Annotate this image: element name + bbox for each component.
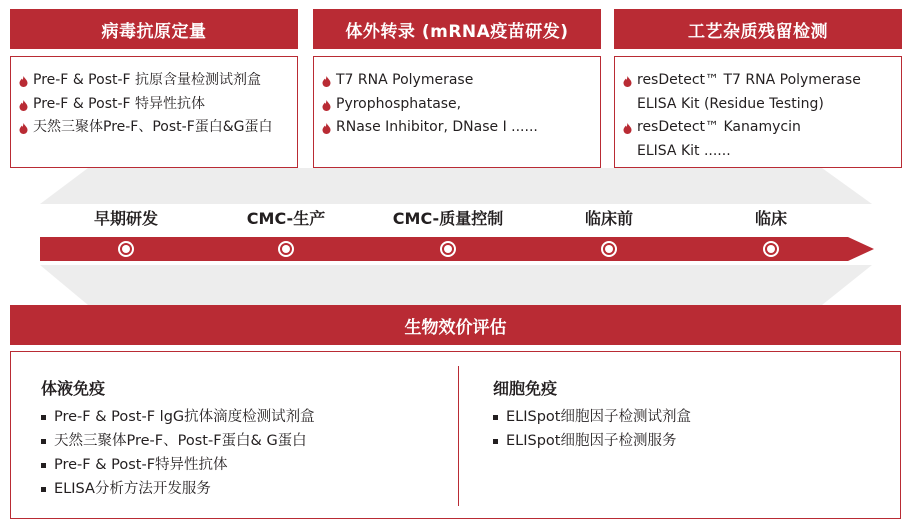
item-text: T7 RNA Polymerase bbox=[336, 72, 474, 88]
item-text: ELISA分析方法开发服务 bbox=[54, 481, 211, 497]
header-impurity: 工艺杂质残留检测 bbox=[614, 9, 902, 49]
box-impurity bbox=[614, 56, 902, 168]
box-ivt bbox=[313, 56, 601, 168]
list-item bbox=[322, 69, 592, 93]
bullet-icon bbox=[41, 463, 46, 468]
item-text: 天然三聚体Pre-F、Post-F蛋白&G蛋白 bbox=[33, 119, 273, 135]
bullet-icon bbox=[41, 439, 46, 444]
item-text: ELISpot细胞因子检测服务 bbox=[506, 433, 677, 449]
item-text: 天然三聚体Pre-F、Post-F蛋白& G蛋白 bbox=[54, 433, 307, 449]
funnel-top bbox=[0, 168, 912, 204]
flame-icon bbox=[19, 100, 28, 111]
stage-label-preclinical: 临床前 bbox=[584, 209, 633, 228]
item-text: Pre-F & Post-F lgG抗体滴度检测试剂盒 bbox=[54, 409, 315, 425]
timeline-dot-preclinical bbox=[601, 241, 617, 257]
list-item bbox=[623, 69, 893, 116]
flame-icon bbox=[322, 100, 331, 111]
list-item bbox=[41, 429, 315, 453]
cellular-immunity-list bbox=[493, 405, 691, 453]
cellular-immunity-title: 细胞免疫 bbox=[493, 379, 558, 398]
item-text: Pyrophosphatase, bbox=[336, 95, 462, 112]
item-text: resDetect™ T7 RNA Polymerase ELISA Kit (Residue Testing) bbox=[637, 72, 861, 112]
flame-icon bbox=[322, 123, 331, 134]
header-bio-potency: 生物效价评估 bbox=[10, 305, 901, 345]
flame-icon bbox=[19, 123, 28, 134]
bullet-icon bbox=[493, 439, 498, 444]
list-item bbox=[322, 116, 592, 140]
item-text: resDetect™ Kanamycin ELISA Kit ...... bbox=[637, 119, 801, 159]
list-item bbox=[19, 116, 289, 140]
list-item bbox=[19, 93, 289, 117]
stage-label-cmc-qc: CMC-质量控制 bbox=[392, 209, 504, 228]
flame-icon bbox=[322, 76, 331, 87]
list-item bbox=[19, 69, 289, 93]
list-item bbox=[623, 116, 893, 163]
header-ivt: 体外转录 (mRNA疫苗研发) bbox=[313, 9, 601, 49]
bullet-icon bbox=[41, 487, 46, 492]
timeline-dot-cmc-qc bbox=[440, 241, 456, 257]
timeline-arrow bbox=[40, 234, 874, 264]
timeline-dot-clinical bbox=[763, 241, 779, 257]
humoral-immunity-list bbox=[41, 405, 315, 501]
list-item bbox=[41, 477, 315, 501]
header-antigen-quant: 病毒抗原定量 bbox=[10, 9, 298, 49]
box-bio-potency bbox=[10, 351, 901, 519]
list-item bbox=[41, 405, 315, 429]
box-antigen-quant bbox=[10, 56, 298, 168]
timeline-dot-early-rd bbox=[118, 241, 134, 257]
item-text: Pre-F & Post-F 抗原含量检测试剂盒 bbox=[33, 72, 262, 88]
stage-label-cmc-production: CMC-生产 bbox=[246, 209, 326, 228]
bullet-icon bbox=[41, 415, 46, 420]
bullet-icon bbox=[493, 415, 498, 420]
timeline-dot-cmc-production bbox=[278, 241, 294, 257]
list-item bbox=[41, 453, 315, 477]
flame-icon bbox=[19, 76, 28, 87]
flame-icon bbox=[623, 76, 632, 87]
item-text: Pre-F & Post-F 特异性抗体 bbox=[33, 95, 206, 112]
stage-label-early-rd: 早期研发 bbox=[93, 209, 158, 228]
item-text: ELISpot细胞因子检测试剂盒 bbox=[506, 409, 691, 425]
item-text: Pre-F & Post-F特异性抗体 bbox=[54, 457, 228, 473]
flame-icon bbox=[623, 123, 632, 134]
column-divider bbox=[458, 366, 459, 506]
funnel-bottom bbox=[0, 265, 912, 305]
stage-label-clinical: 临床 bbox=[754, 209, 787, 228]
humoral-immunity-title: 体液免疫 bbox=[41, 379, 106, 398]
item-text: RNase Inhibitor, DNase I ...... bbox=[336, 119, 538, 135]
list-item bbox=[493, 405, 691, 429]
list-item bbox=[322, 93, 592, 117]
list-item bbox=[493, 429, 691, 453]
